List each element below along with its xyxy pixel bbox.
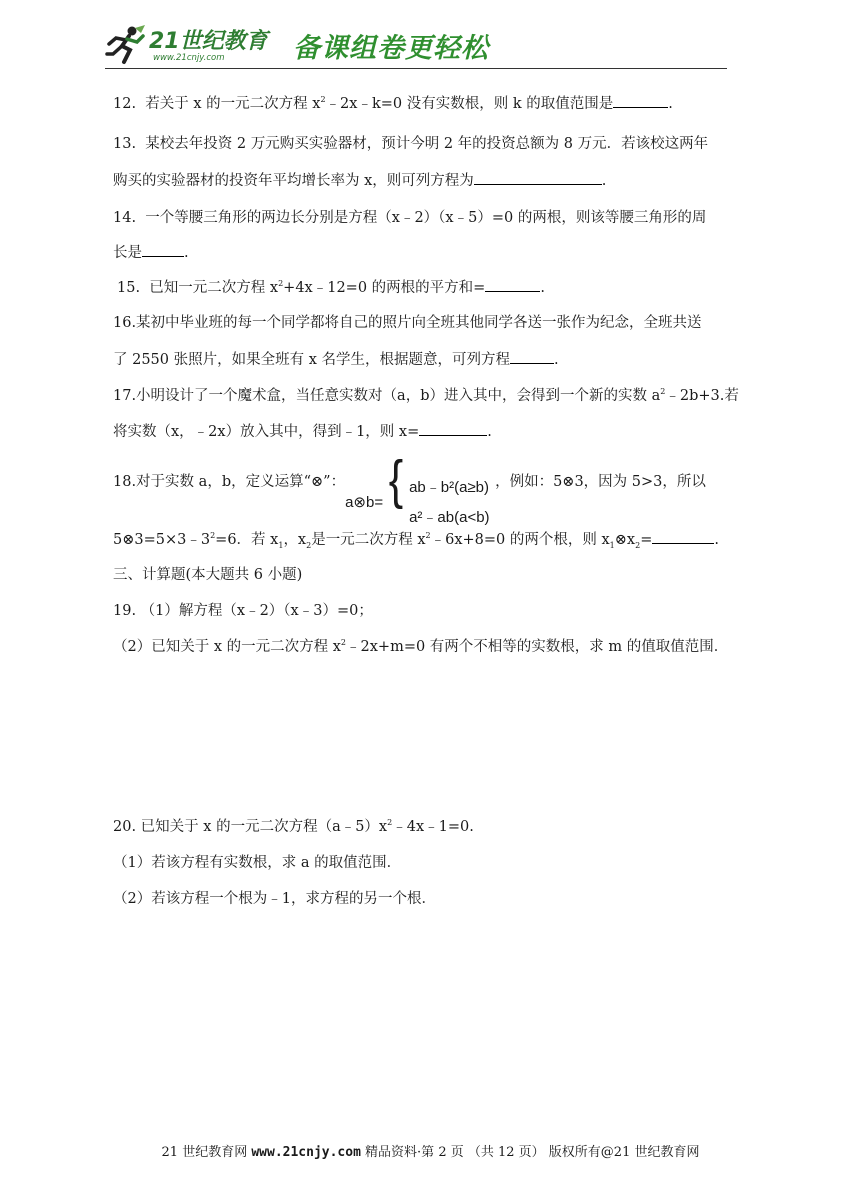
question-18-line-1: 18.对于实数 a，b，定义运算“⊗”： a⊗b= { ab﹣b²(a≥b) a²﹣ab(a<b) ，例如：5⊗3，因为 5>3，所以 [113,450,706,526]
answer-blank[interactable] [510,349,554,364]
question-17-line-1: 17.小明设计了一个魔术盒，当任意实数对（a，b）进入其中，会得到一个新的实数 $a^2﹣2b+3$.若 [113,387,739,404]
brand-name: 21世纪教育 [149,29,268,54]
header-divider [105,68,727,69]
answer-blank[interactable] [419,421,487,436]
page-header [105,20,727,70]
question-14-line-1: 14. 一个等腰三角形的两边长分别是方程（x﹣2）（x﹣5）=0 的两根，则该等腰三角形的周 [113,210,707,226]
question-15: 15. 已知一元二次方程 $x^2+4x﹣12=0$ 的两根的平方和= . [117,277,545,298]
question-20-part-1: （1）若该方程有实数根，求 a 的取值范围． [113,855,402,871]
answer-blank[interactable] [613,93,668,108]
header-slogan: 备课组卷更轻松 [293,33,489,64]
operation-definition-formula: a⊗b= { ab﹣b²(a≥b) a²﹣ab(a<b) [345,450,490,526]
runner-logo-icon [105,24,149,66]
answer-blank[interactable] [474,170,602,185]
brace-glyph: { [388,450,404,510]
logo [105,24,275,66]
question-20-part-2: （2）若该方程一个根为﹣1，求方程的另一个根． [113,891,436,907]
answer-blank[interactable] [485,277,540,292]
question-13-line-2: 购买的实验器材的投资年平均增长率为 x，则可列方程为 . [113,170,606,191]
footer-url[interactable]: www.21cnjy.com [251,1145,361,1160]
answer-blank[interactable] [652,529,714,544]
answer-blank[interactable] [142,242,184,257]
question-14-line-2: 长是 . [113,242,189,263]
question-16-line-1: 16.某初中毕业班的每一个同学都将自己的照片向全班其他同学各送一张作为纪念，全班共送 [113,315,702,331]
question-19-part-2: （2）已知关于 x 的一元二次方程 $x^2﹣2x+m=0$ 有两个不相等的实数根，求 m 的值取值范围． [113,638,729,655]
page-footer: 21 世纪教育网 www.21cnjy.com 精品资料·第 2 页 （共 12 页） 版权所有@21 世纪教育网 [161,1145,700,1160]
question-17-line-2: 将实数（x，﹣2x）放入其中，得到﹣1，则 x= . [113,421,492,442]
section-title: 三、计算题(本大题共 6 小题) [113,567,303,583]
question-13-line-1: 13. 某校去年投资 2 万元购买实验器材，预计今明 2 年的投资总额为 8 万元．若该校这两年 [113,136,709,152]
question-16-line-2: 了 2550 张照片，如果全班有 x 名学生，根据题意，可列方程 . [113,349,559,370]
question-20: 20. 已知关于 x 的一元二次方程$(a﹣5)x^2﹣4x﹣1=0$. [113,818,474,835]
question-12: 12. 若关于 x 的一元二次方程 $x^2﹣2x﹣k=0$ 没有实数根，则 k 的取值范围是 . [113,93,673,114]
question-18-line-2: $5\otimes 3=5\times 3﹣3^2=6$．若 $x_1$，$x_2$是一元二次方程 $x^2﹣6x+8=0$ 的两个根，则 $x_1\otimes x_2=$ . [113,529,719,550]
question-19-part-1: 19. （1）解方程（x﹣2）（x﹣3）=0； [113,603,373,619]
brand-url: www.21cnjy.com [153,53,225,63]
